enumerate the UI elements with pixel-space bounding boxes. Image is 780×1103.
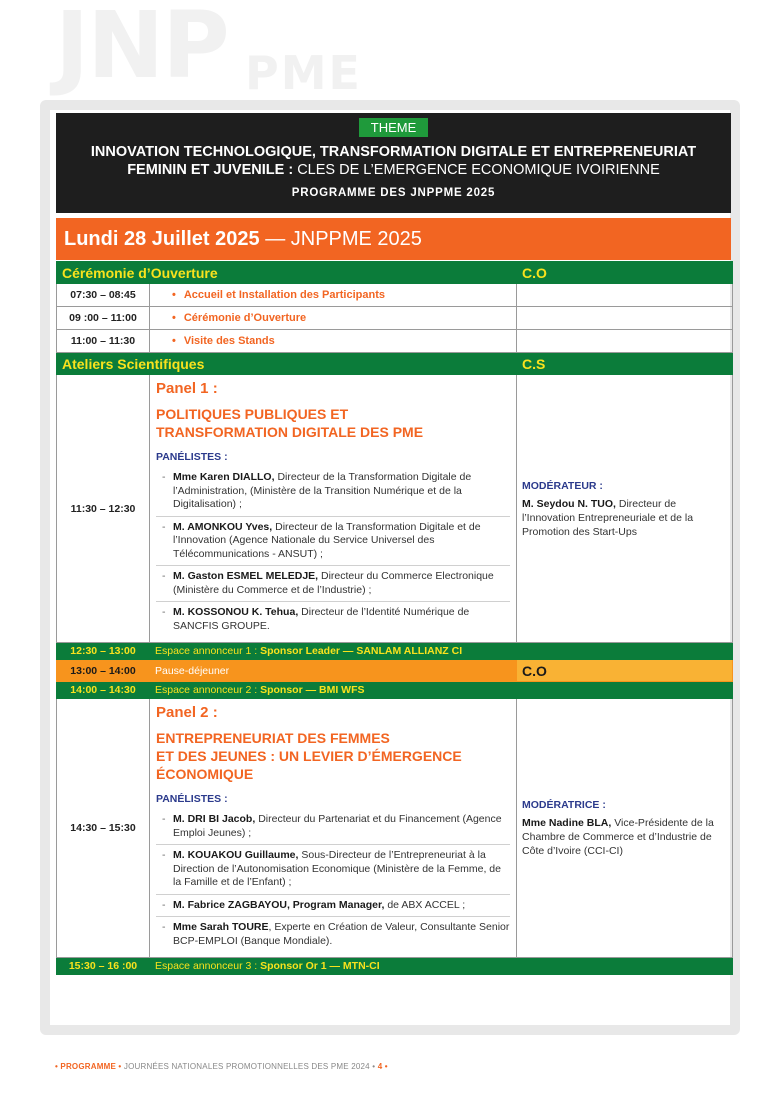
lunch-row: 13:00 – 14:00 Pause-déjeuner C.O	[57, 660, 733, 682]
moderator-label: MODÉRATRICE :	[522, 799, 606, 811]
moderator-label: MODÉRATEUR :	[522, 479, 603, 492]
jnppme-watermark-logo: JNP PME	[55, 0, 362, 100]
table-row: 11:00 – 11:30 • Visite des Stands	[57, 330, 733, 353]
panelists-label: PANÉLISTES :	[156, 451, 228, 463]
theme-badge: THEME	[359, 118, 429, 137]
list-item: - M. DRI BI Jacob, Directeur du Partenariat et du Financement (Agence Emploi Jeunes) ;	[156, 813, 510, 845]
page-footer: • PROGRAMME • JOURNÉES NATIONALES PROMOTIONNELLES DES PME 2024 • 4 •	[55, 1062, 388, 1071]
section-opening	[57, 262, 733, 284]
moderator-name: Mme Nadine BLA,	[522, 817, 612, 829]
list-item: - M. KOUAKOU Guillaume, Sous-Directeur de l’Entrepreneuriat à la Direction de l’Autonomisation Economique (Ministère de la Femme, de la Famille et de l’Enfant) ;	[156, 849, 510, 895]
programme-table	[56, 261, 733, 975]
section-title: Cérémonie d’Ouverture	[57, 262, 517, 284]
theme-header	[56, 113, 731, 213]
panelists-label: PANÉLISTES :	[156, 793, 228, 805]
panel-1-row: 11:30 – 12:30 Panel 1 : POLITIQUES PUBLIQUES ET TRANSFORMATION DIGITALE DES PME PANÉLISTES : - Mme Karen DIALLO, Directeur de la Transformation Digitale de l’Administration, (Ministère de la Transition Numérique et de la Digitalisation) ; - M. AMONKOU Yves, Directeur de la Transformation Digitale et de l’Innovation (Agence Nationale du Service Universel des Télécommunications - ANSUT) ; - M. Gaston ESMEL MELEDJE, Directeur du Commerce Electronique (Ministère du Commerce et de l’Industrie) ; - M. KOSSONOU K. Tehua, Directeur de l’Identité Numérique de SANCFIS GROUPE. MODÉRATEUR : M. Seydou N. TUO, Directeur de l’Innovation Entrepreneuriale et de la Promotion des Start-Ups	[57, 375, 733, 643]
list-item: - M. Gaston ESMEL MELEDJE, Directeur du Commerce Electronique (Ministère du Commerce et de l’Industrie) ;	[156, 570, 510, 602]
programme-title: PROGRAMME DES JNPPME 2025	[291, 187, 496, 199]
sponsor-3-row: 15:30 – 16 :00 Espace annonceur 3 : Sponsor Or 1 — MTN-CI	[57, 958, 733, 975]
panel-subtitle: ENTREPRENEURIAT DES FEMMES ET DES JEUNES : UN LEVIER D’ÉMERGENCE ÉCONOMIQUE	[156, 730, 462, 782]
table-row: 09 :00 – 11:00 • Cérémonie d’Ouverture	[57, 307, 733, 330]
sponsor-1-row: 12:30 – 13:00 Espace annonceur 1 : Sponsor Leader — SANLAM ALLIANZ CI	[57, 643, 733, 660]
panel-subtitle: POLITIQUES PUBLIQUES ET TRANSFORMATION DIGITALE DES PME	[156, 406, 424, 440]
page-number: 4	[377, 1062, 383, 1071]
section-code: C.O	[517, 262, 733, 284]
section-title: Ateliers Scientifiques	[57, 353, 517, 375]
panel-2-content	[150, 699, 517, 958]
day-banner	[56, 218, 731, 260]
table-row: 07:30 – 08:45 • Accueil et Installation des Participants	[57, 284, 733, 307]
list-item: - M. Fabrice ZAGBAYOU, Program Manager, de ABX ACCEL ;	[156, 899, 510, 918]
day-date: Lundi 28 Juillet 2025	[64, 228, 260, 250]
list-item: - M. KOSSONOU K. Tehua, Directeur de l’Identité Numérique de SANCFIS GROUPE.	[156, 606, 510, 637]
list-item: - Mme Karen DIALLO, Directeur de la Transformation Digitale de l’Administration, (Ministère de la Transition Numérique et de la Digitalisation) ;	[156, 471, 510, 517]
panel-1-content	[150, 375, 517, 643]
theme-title: INNOVATION TECHNOLOGIQUE, TRANSFORMATION DIGITALE ET ENTREPRENEURIAT FEMININ ET JUVENILE : CLES DE L’EMERGENCE ECONOMIQUE IVOIRIENNE	[90, 144, 697, 178]
list-item: - M. AMONKOU Yves, Directeur de la Transformation Digitale et de l’Innovation (Agence Nationale du Service Universel des Télécommunications - ANSUT) ;	[156, 521, 510, 567]
panel-title: Panel 1 :	[156, 380, 218, 397]
section-workshops	[57, 353, 733, 375]
panel-2-row: 14:30 – 15:30 Panel 2 : ENTREPRENEURIAT DES FEMMES ET DES JEUNES : UN LEVIER D’ÉMERGENCE ÉCONOMIQUE PANÉLISTES : - M. DRI BI Jacob, Directeur du Partenariat et du Financement (Agence Emploi Jeunes) ; - M. KOUAKOU Guillaume, Sous-Directeur de l’Entrepreneuriat à la Direction de l’Autonomisation Economique (Ministère de la Femme, de la Famille et de l’Enfant) ; - M. Fabrice ZAGBAYOU, Program Manager, de ABX ACCEL ; - Mme Sarah TOURE, Experte en Création de Valeur, Consultante Senior BCP-EMPLOI (Banque Mondiale). MODÉRATRICE : Mme Nadine BLA, Vice-Présidente de la Chambre de Commerce et d’Industrie de Côte d’Ivoire (CCI-CI)	[57, 699, 733, 958]
panel-title: Panel 2 :	[156, 704, 218, 721]
list-item: - Mme Sarah TOURE, Experte en Création de Valeur, Consultante Senior BCP-EMPLOI (Banque Mondiale).	[156, 921, 510, 952]
panelists-list	[156, 813, 510, 952]
section-code: C.S	[517, 353, 733, 375]
moderator-cell: MODÉRATRICE : Mme Nadine BLA, Vice-Présidente de la Chambre de Commerce et d’Industrie de Côte d’Ivoire (CCI-CI)	[517, 699, 733, 958]
moderator-cell: MODÉRATEUR : M. Seydou N. TUO, Directeur de l’Innovation Entrepreneuriale et de la Promotion des Start-Ups	[517, 375, 733, 643]
day-suffix: — JNPPME 2025	[265, 228, 422, 250]
sponsor-2-row: 14:00 – 14:30 Espace annonceur 2 : Sponsor — BMI WFS	[57, 682, 733, 699]
moderator-name: M. Seydou N. TUO,	[522, 497, 616, 510]
panelists-list	[156, 471, 510, 637]
